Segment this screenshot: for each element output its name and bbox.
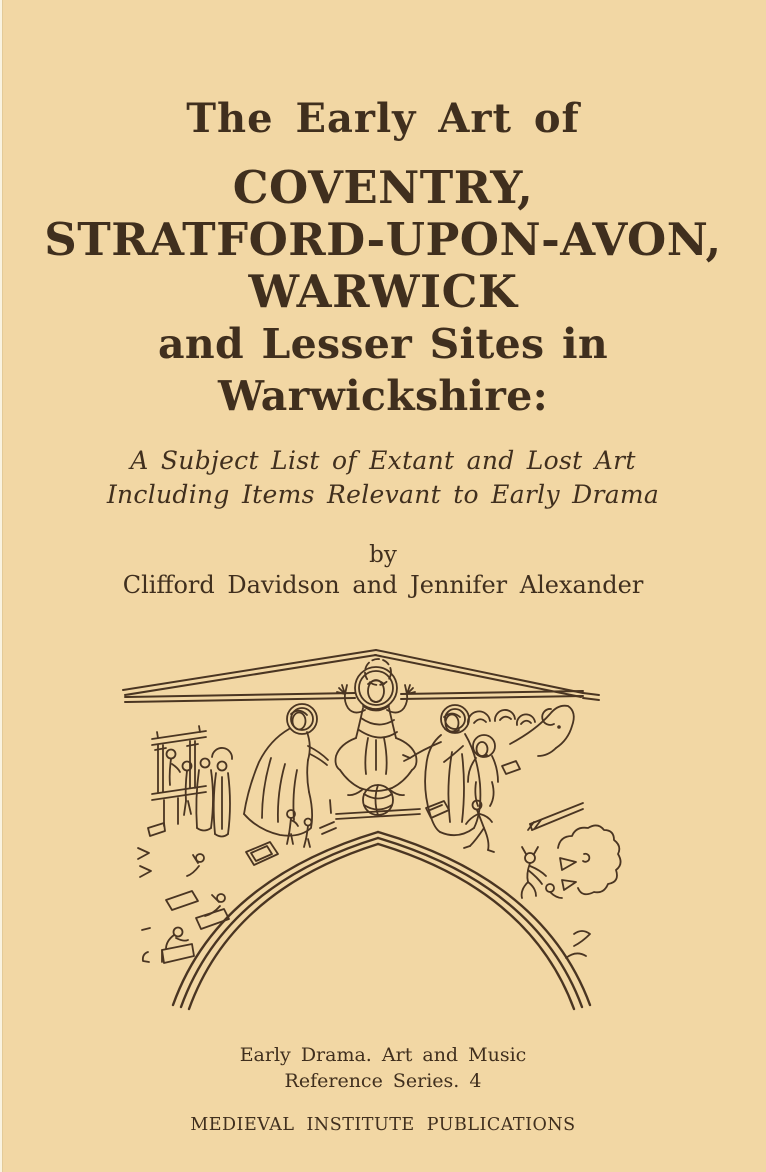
subtitle (0, 444, 766, 512)
series-info (0, 1042, 766, 1094)
main-title (0, 162, 766, 422)
series-name: Early Drama. Art and Music (239, 1044, 527, 1066)
christ-in-majesty-figure (336, 667, 417, 815)
subtitle-line-2: Including Items Relevant to Early Drama (106, 480, 660, 509)
title-line-stratford: STRATFORD-UPON-AVON, (44, 213, 722, 266)
chancel-arch (173, 832, 590, 1009)
hell-mouth (528, 803, 621, 958)
virgin-mary-figure (244, 704, 328, 836)
series-number: Reference Series. 4 (284, 1070, 482, 1092)
saints-halo-row (468, 706, 574, 756)
saint-and-soul-figures (464, 735, 520, 852)
rising-dead-and-tombs (142, 810, 336, 963)
title-line-warwick: WARWICK (248, 265, 518, 318)
heaven-gate-architecture (138, 726, 232, 877)
by-label: by (369, 542, 397, 568)
subtitle-line-1: A Subject List of Extant and Lost Art (130, 446, 636, 475)
publisher: MEDIEVAL INSTITUTE PUBLICATIONS (190, 1115, 576, 1135)
title-line-coventry: COVENTRY, (232, 161, 534, 214)
byline (0, 540, 766, 600)
authors: Clifford Davidson and Jennifer Alexander (122, 571, 644, 599)
page-edge-highlight (0, 0, 5, 1172)
doom-painting-illustration (78, 642, 688, 1014)
title-suffix: and Lesser Sites in Warwickshire: (157, 320, 608, 420)
title-prefix: The Early Art of (186, 95, 580, 142)
devil-figure (522, 847, 562, 898)
